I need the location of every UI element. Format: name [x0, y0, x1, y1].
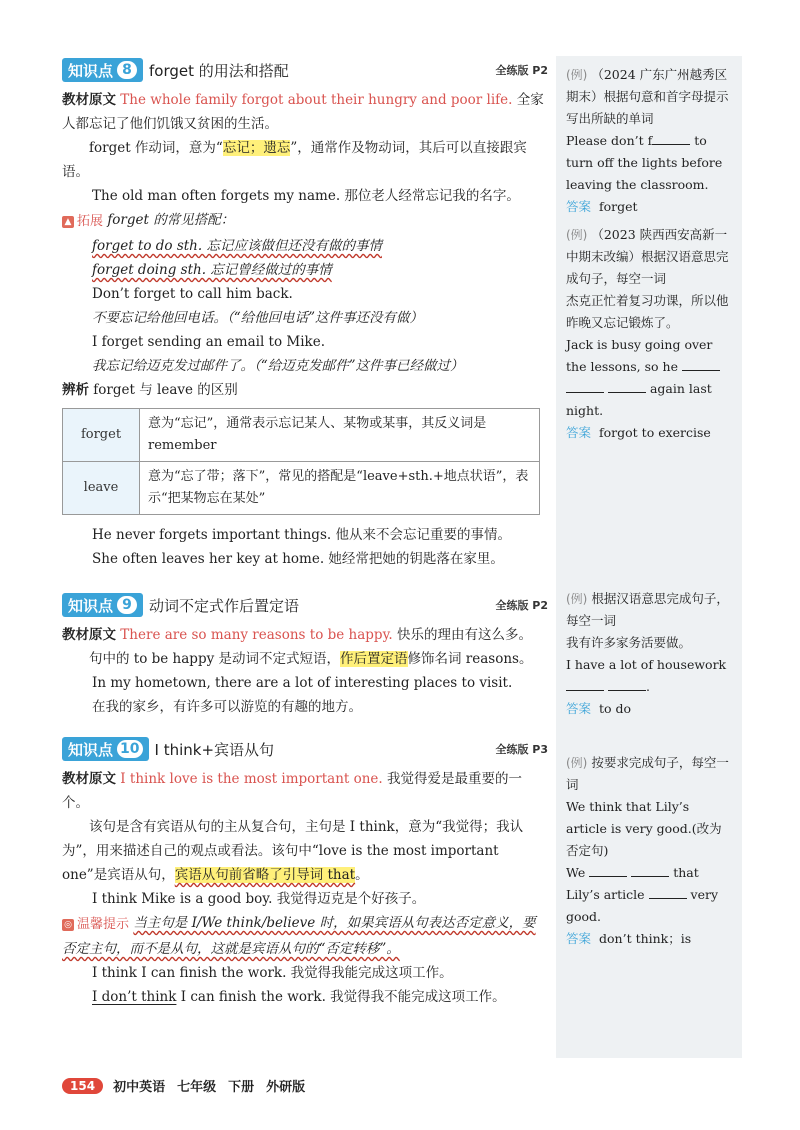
knowledge-number: 10 [117, 740, 142, 758]
source-chinese: 全家人都忘记了他们饥饿又贫困的生活。 [62, 92, 544, 132]
table-row [63, 462, 540, 515]
collocation-1: forget to do sth. 忘记应该做但还没有做的事情 [92, 238, 382, 254]
source-chinese: 快乐的理由有这么多。 [397, 627, 532, 643]
knowledge-badge: 知识点 8 [62, 58, 143, 82]
page-number: 154 [62, 1078, 103, 1094]
knowledge-badge: 知识点 9 [62, 593, 143, 617]
extension-label: ▲ 拓展 [62, 210, 103, 234]
table-term: leave [63, 462, 140, 515]
tip-icon: ◎ [62, 919, 74, 931]
knowledge-point-10 [62, 735, 548, 1009]
example-sentence: He never forgets important things. 他从来不会忘记重要的事情。 [92, 527, 511, 543]
exercise-instruction: 根据汉语意思完成句子，每空一词 [566, 591, 729, 628]
exercise-chinese: 我有许多家务活要做。 [566, 635, 692, 650]
book-title: 初中英语 [113, 1080, 166, 1095]
exercise-3: (例) 根据汉语意思完成句子，每空一词 我有许多家务活要做。 I have a lot of housework . 答案 to do [556, 580, 742, 726]
tip-line: ◎ 温馨提示 当主句是 I/We think/believe 时，如果宾语从句表达否定意义，要否定主句，而不是从句，这就是宾语从句的“否定转移”。 [62, 915, 536, 957]
source-english: I think love is the most important one. [120, 771, 383, 787]
tip-label: ◎ 温馨提示 [62, 913, 129, 937]
answer-blank [608, 378, 646, 393]
answer-label: 答案 [566, 199, 592, 214]
table-row [63, 409, 540, 462]
table-description: 意为“忘记”，通常表示忘记某人、某物或某事，其反义词是 remember [140, 409, 540, 462]
example-tag: (例) [566, 756, 588, 770]
example-sentence: She often leaves her key at home. 她经常把她的钥匙落在家里。 [92, 551, 504, 567]
example-sentence: I don’t think I can finish the work. 我觉得我不能完成这项工作。 [92, 989, 506, 1005]
answer-blank [652, 130, 690, 145]
answer-blank [649, 884, 687, 899]
answer-blank [682, 356, 720, 371]
answer-blank [608, 676, 646, 691]
knowledge-point-8 [62, 56, 548, 571]
example-tag: (例) [566, 228, 588, 242]
section-header [62, 591, 548, 619]
source-label: 教材原文 [62, 627, 116, 643]
section-title: 动词不定式作后置定语 [149, 596, 300, 615]
source-label: 教材原文 [62, 771, 116, 787]
exercise-2: (例) （2023 陕西西安高新一中期末改编）根据汉语意思完成句子，每空一词 杰克正忙着复习功课，所以他昨晚又忘记锻炼了。 Jack is busy going over the lessons, so he again last night. 答案 forgot to exercise [556, 224, 742, 450]
example-english: In my hometown, there are a lot of interesting places to visit. [92, 675, 513, 691]
answer-blank [589, 862, 627, 877]
answer-text: to do [599, 701, 632, 716]
extension-line: ▲ 拓展 forget 的常见搭配： [62, 208, 548, 234]
example-tag: (例) [566, 68, 588, 82]
section-reference: 全练版 P3 [495, 743, 548, 756]
answer-text: forget [599, 199, 638, 214]
example-sentence: I think I can finish the work. 我觉得我能完成这项工作。 [92, 965, 453, 981]
exercise-instruction: 根据汉语意思完成句子，每空一词 [566, 249, 729, 286]
main-column [62, 56, 548, 1025]
knowledge-badge: 知识点 10 [62, 737, 149, 761]
answer-text: don’t think；is [599, 931, 692, 946]
example-tag: (例) [566, 592, 588, 606]
comparison-label: 辨析 [62, 382, 89, 398]
answer-blank [566, 378, 604, 393]
example-chinese: 不要忘记给他回电话。（“给他回电话”这件事还没有做） [92, 310, 424, 326]
section-title: I think+宾语从句 [154, 740, 275, 759]
explanation: forget 作动词，意为“忘记；遗忘”，通常作及物动词，其后可以直接跟宾语。 [62, 140, 527, 180]
exercise-sidebar [556, 56, 742, 1058]
example-sentence: I think Mike is a good boy. 我觉得迈克是个好孩子。 [92, 891, 426, 907]
volume-label: 下册 [228, 1080, 255, 1095]
answer-text: forgot to exercise [599, 425, 711, 440]
example-chinese: 在我的家乡，有许多可以游览的有趣的地方。 [92, 699, 362, 715]
exercise-chinese: 杰克正忙着复习功课，所以他昨晚又忘记锻炼了。 [566, 293, 729, 330]
exercise-4: (例) 按要求完成句子，每空一词 We think that Lily’s article is very good.(改为否定句) We that Lily’s article very good. 答案 don’t think；is [566, 755, 729, 946]
example-english: I forget sending an email to Mike. [92, 334, 325, 350]
textbook-source [62, 623, 548, 647]
exercise-source: （2024 广东广州越秀区期末） [566, 67, 728, 104]
example-english: Don’t forget to call him back. [92, 286, 293, 302]
source-english: There are so many reasons to be happy. [120, 627, 393, 643]
comparison-table [62, 408, 540, 515]
negated-main-clause: I don’t think [92, 989, 177, 1005]
section-title: forget 的用法和搭配 [149, 61, 289, 80]
section-reference: 全练版 P2 [495, 599, 548, 612]
page-footer [62, 1076, 305, 1095]
exercise-1: (例) （2024 广东广州越秀区期末）根据句意和首字母提示写出所缺的单词 Please don’t f to turn off the lights before leaving the classroom. 答案 forget [566, 67, 729, 214]
source-chinese: 我觉得爱是最重要的一个。 [62, 771, 523, 811]
source-english: The whole family forgot about their hungry and poor life. [120, 92, 513, 108]
grade-label: 七年级 [177, 1080, 217, 1095]
knowledge-number: 9 [117, 596, 137, 614]
highlight: 作后置定语 [340, 651, 408, 667]
knowledge-point-9 [62, 591, 548, 719]
textbook-source [62, 88, 548, 136]
source-label: 教材原文 [62, 92, 116, 108]
explanation: 该句是含有宾语从句的主从复合句，主句是 I think，意为“我觉得；我认为”，用来描述自己的观点或看法。该句中“love is the most important one”是宾语从句，宾语从句前省略了引导词 that。 [62, 819, 524, 883]
comparison-line: 辨析 forget 与 leave 的区别 [62, 382, 238, 398]
section-header [62, 735, 548, 763]
textbook-source [62, 767, 548, 815]
answer-blank [566, 676, 604, 691]
table-description: 意为“忘了带；落下”，常见的搭配是“leave+sth.+地点状语”，表示“把某物忘在某处” [140, 462, 540, 515]
example-sentence: The old man often forgets my name. 那位老人经常忘记我的名字。 [92, 188, 520, 204]
answer-label: 答案 [566, 701, 592, 716]
knowledge-number: 8 [117, 61, 137, 79]
exercise-source: （2023 陕西西安高新一中期末改编） [566, 227, 728, 264]
collocation-2: forget doing sth. 忘记曾经做过的事情 [92, 262, 332, 278]
explanation: 句中的 to be happy 是动词不定式短语，作后置定语修饰名词 reasons。 [89, 651, 533, 667]
table-term: forget [63, 409, 140, 462]
section-reference: 全练版 P2 [495, 64, 548, 77]
section-header [62, 56, 548, 84]
answer-label: 答案 [566, 425, 592, 440]
highlight: 宾语从句前省略了引导词 that [174, 867, 356, 883]
edition-label: 外研版 [266, 1080, 306, 1095]
extension-icon: ▲ [62, 216, 74, 228]
exercise-instruction: 根据句意和首字母提示写出所缺的单词 [566, 89, 729, 126]
answer-blank [631, 862, 669, 877]
answer-label: 答案 [566, 931, 592, 946]
exercise-instruction: 按要求完成句子，每空一词 [566, 755, 729, 792]
highlight: 忘记；遗忘 [222, 140, 291, 156]
example-chinese: 我忘记给迈克发过邮件了。（“给迈克发邮件”这件事已经做过） [92, 358, 464, 374]
